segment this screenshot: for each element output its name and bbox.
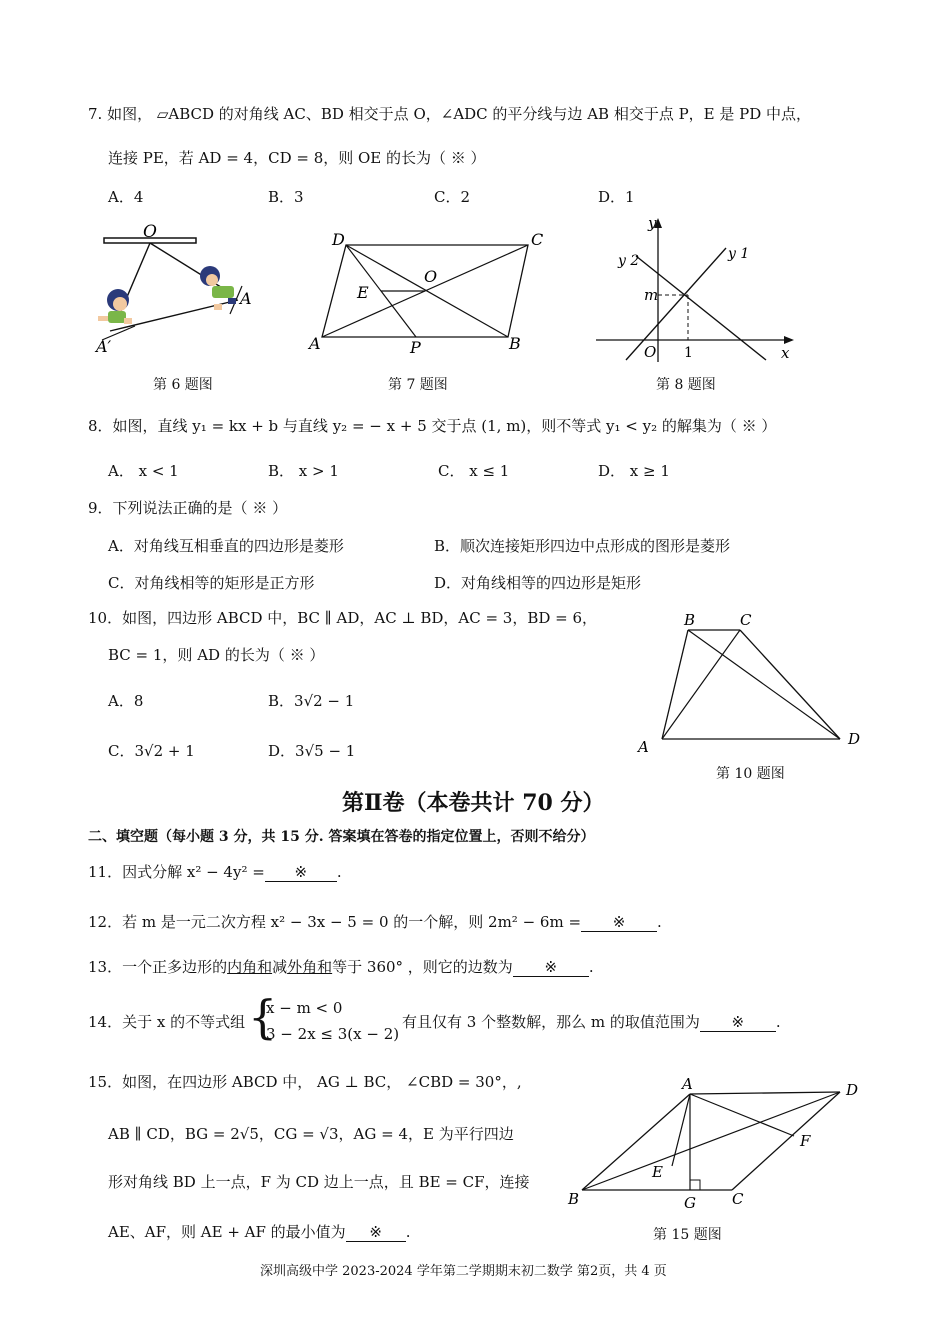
q9-option-b: B．顺次连接矩形四边中点形成的图形是菱形 xyxy=(434,537,731,555)
q10-line1: 10．如图，四边形 ABCD 中，BC ∥ AD，AC ⊥ BD，AC = 3，BD = 6， xyxy=(88,609,598,627)
fig6-label-a: A xyxy=(240,289,252,308)
q8-option-b: B． x > 1 xyxy=(268,462,339,480)
q13 xyxy=(88,957,594,977)
q15-end: . xyxy=(405,1223,411,1241)
q14-post-text: 有且仅有 3 个整数解，那么 m 的取值范围为 xyxy=(402,1013,700,1031)
q12-text: 12．若 m 是一元二次方程 x² − 3x − 5 = 0 的一个解，则 2m² − 6m = xyxy=(88,913,582,931)
q14-system-line2: 3 − 2x ≤ 3(x − 2) xyxy=(266,1025,400,1043)
fig8-label-one: 1 xyxy=(684,345,693,361)
q10-option-c: C．3√2 + 1 xyxy=(108,742,195,760)
q12 xyxy=(88,912,662,932)
q11-end: . xyxy=(336,863,342,881)
fig7-label-c: C xyxy=(531,230,544,249)
fig10-label-a: A xyxy=(638,738,649,755)
q12-end: . xyxy=(657,913,662,931)
q10-option-b: B．3√2 − 1 xyxy=(268,692,355,710)
fig10-label-d: D xyxy=(848,730,861,748)
q13-end: . xyxy=(588,958,594,976)
fig7-label-o: O xyxy=(424,267,438,286)
q7-line1: 7. 如图， ▱ABCD 的对角线 AC、BD 相交于点 O，∠ADC 的平分线与边 AB 相交于点 P，E 是 PD 中点， xyxy=(88,105,812,123)
q13-text-post: 等于 360° ，则它的边数为 xyxy=(332,958,513,976)
q9-option-c: C．对角线相等的矩形是正方形 xyxy=(108,574,315,592)
figure-10 xyxy=(630,605,870,755)
q9-text: 9．下列说法正确的是（ ※ ） xyxy=(88,499,288,517)
q8-option-a: A． x < 1 xyxy=(108,462,179,480)
fig8-label-y1: y 1 xyxy=(728,246,750,262)
q14-end: . xyxy=(775,1013,781,1031)
q13-text-mid: 减 xyxy=(272,958,288,976)
figure-6 xyxy=(80,218,270,363)
q11 xyxy=(88,862,342,882)
q14-post xyxy=(402,1012,781,1032)
q13-underlined-interior: 内角和 xyxy=(227,958,273,976)
q10-option-d: D．3√5 − 1 xyxy=(268,742,356,760)
q15-line4-text: AE、AF，则 AE + AF 的最小值为 xyxy=(108,1223,346,1241)
fig10-caption: 第 10 题图 xyxy=(716,766,785,782)
fig15-label-b: B xyxy=(568,1190,580,1208)
q7-option-d: D．1 xyxy=(598,188,635,206)
q9-option-d: D．对角线相等的四边形是矩形 xyxy=(434,574,642,592)
q12-answer-blank[interactable]: ※ xyxy=(581,913,657,932)
fig7-label-d: D xyxy=(332,230,345,249)
section-fill-in-heading: 二、填空题（每小题 3 分，共 15 分. 答案填在答卷的指定位置上，否则不给分） xyxy=(88,829,595,845)
fig10-label-b: B xyxy=(684,611,696,629)
fig15-label-f: F xyxy=(800,1132,811,1150)
page-footer: 深圳高级中学 2023-2024 学年第二学期期末初二数学 第2页，共 4 页 xyxy=(260,1264,667,1279)
fig7-label-a: A xyxy=(309,334,321,353)
q13-underlined-exterior: 外角和 xyxy=(287,958,333,976)
figure-15 xyxy=(560,1070,870,1220)
q11-answer-blank[interactable]: ※ xyxy=(265,863,337,882)
q8-option-c: C． x ≤ 1 xyxy=(438,462,510,480)
fig8-label-origin: O xyxy=(644,343,657,361)
q8-option-d: D． x ≥ 1 xyxy=(598,462,670,480)
q13-answer-blank[interactable]: ※ xyxy=(513,958,589,977)
q14-system-line1: x − m < 0 xyxy=(266,999,343,1017)
fig15-label-e: E xyxy=(652,1163,663,1181)
q14-brace: { xyxy=(248,990,278,1044)
fig7-caption: 第 7 题图 xyxy=(388,377,448,393)
fig8-label-y: y xyxy=(648,214,657,232)
q9-option-a: A．对角线互相垂直的四边形是菱形 xyxy=(108,537,344,555)
fig15-label-d: D xyxy=(846,1081,859,1099)
q13-text-pre: 13．一个正多边形的 xyxy=(88,958,228,976)
q15-line4 xyxy=(108,1222,410,1242)
fig15-label-a: A xyxy=(682,1075,693,1093)
fig7-label-p: P xyxy=(410,338,421,357)
q7-option-c: C．2 xyxy=(434,188,471,206)
figure-7 xyxy=(300,225,560,360)
fig8-caption: 第 8 题图 xyxy=(656,377,716,393)
fig8-label-m: m xyxy=(644,286,659,304)
q7-option-b: B．3 xyxy=(268,188,304,206)
fig7-label-e: E xyxy=(357,283,369,302)
q10-line2: BC = 1，则 AD 的长为（ ※ ） xyxy=(108,646,325,664)
fig6-caption: 第 6 题图 xyxy=(153,377,213,393)
fig10-label-c: C xyxy=(740,611,752,629)
q15-line1: 15．如图，在四边形 ABCD 中， AG ⊥ BC， ∠CBD = 30°，, xyxy=(88,1073,522,1091)
child-figure-left xyxy=(98,289,132,324)
fig15-caption: 第 15 题图 xyxy=(653,1227,722,1243)
q15-answer-blank[interactable]: ※ xyxy=(346,1223,406,1242)
fig15-label-g: G xyxy=(684,1194,696,1212)
q11-text: 11．因式分解 x² − 4y² = xyxy=(88,863,265,881)
q7-line2: 连接 PE，若 AD = 4，CD = 8，则 OE 的长为（ ※ ） xyxy=(108,149,486,167)
q8-text: 8．如图，直线 y₁ = kx + b 与直线 y₂ = − x + 5 交于点 (1, m)，则不等式 y₁ < y₂ 的解集为（ ※ ） xyxy=(88,417,777,435)
child-figure-right xyxy=(200,266,236,310)
q7-option-a: A．4 xyxy=(108,188,144,206)
fig8-label-x: x xyxy=(781,344,790,362)
part2-title: 第Ⅱ卷（本卷共计 70 分） xyxy=(342,790,605,816)
fig6-label-o: O xyxy=(143,222,157,242)
q15-line2: AB ∥ CD，BG = 2√5，CG = √3，AG = 4，E 为平行四边 xyxy=(108,1125,514,1143)
q14-answer-blank[interactable]: ※ xyxy=(700,1013,776,1032)
figure-8 xyxy=(596,210,806,365)
fig8-label-y2: y 2 xyxy=(618,253,640,269)
fig6-label-a-prime: A′ xyxy=(96,337,112,356)
q14-pre: 14．关于 x 的不等式组 xyxy=(88,1013,246,1031)
fig7-label-b: B xyxy=(509,334,521,353)
fig15-label-c: C xyxy=(732,1190,744,1208)
q15-line3: 形对角线 BD 上一点，F 为 CD 边上一点，且 BE = CF，连接 xyxy=(108,1173,530,1191)
q10-option-a: A．8 xyxy=(108,692,144,710)
